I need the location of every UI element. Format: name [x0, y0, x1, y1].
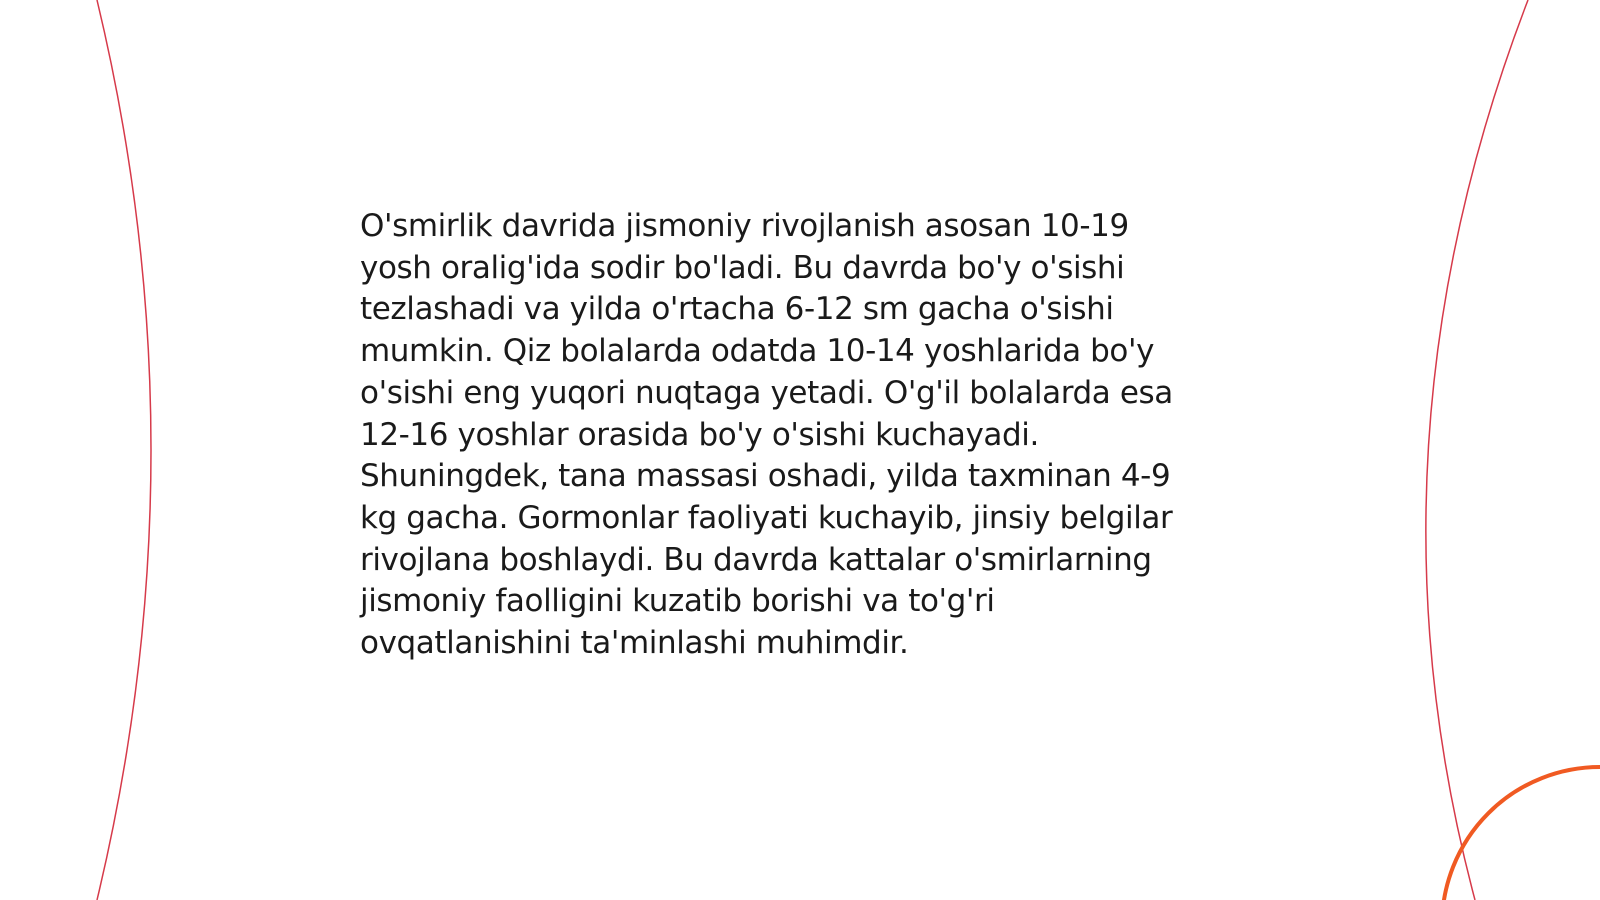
- left-arc-line: [97, 0, 151, 900]
- right-arc-line: [1426, 0, 1528, 900]
- slide-body-text: O'smirlik davrida jismoniy rivojlanish asosan 10-19 yosh oralig'ida sodir bo'ladi. Bu davrda bo'y o'sishi tezlashadi va yilda o'rtacha 6-12 sm gacha o'sishi mumkin. Qiz bolalarda odatda 10-14 yoshlarida bo'y o'sishi eng yuqori nuqtaga yetadi. O'g'il bolalarda esa 12-16 yoshlar orasida bo'y o'sishi kuchayadi. Shuningdek, tana massasi oshadi, yilda taxminan 4-9 kg gacha. Gormonlar faoliyati kuchayib, jinsiy belgilar rivojlana boshlaydi. Bu davrda kattalar o'smirlarning jismoniy faolligini kuzatib borishi va to'g'ri ovqatlanishini ta'minlashi muhimdir.: [360, 208, 1173, 662]
- orange-ring: [1442, 767, 1600, 900]
